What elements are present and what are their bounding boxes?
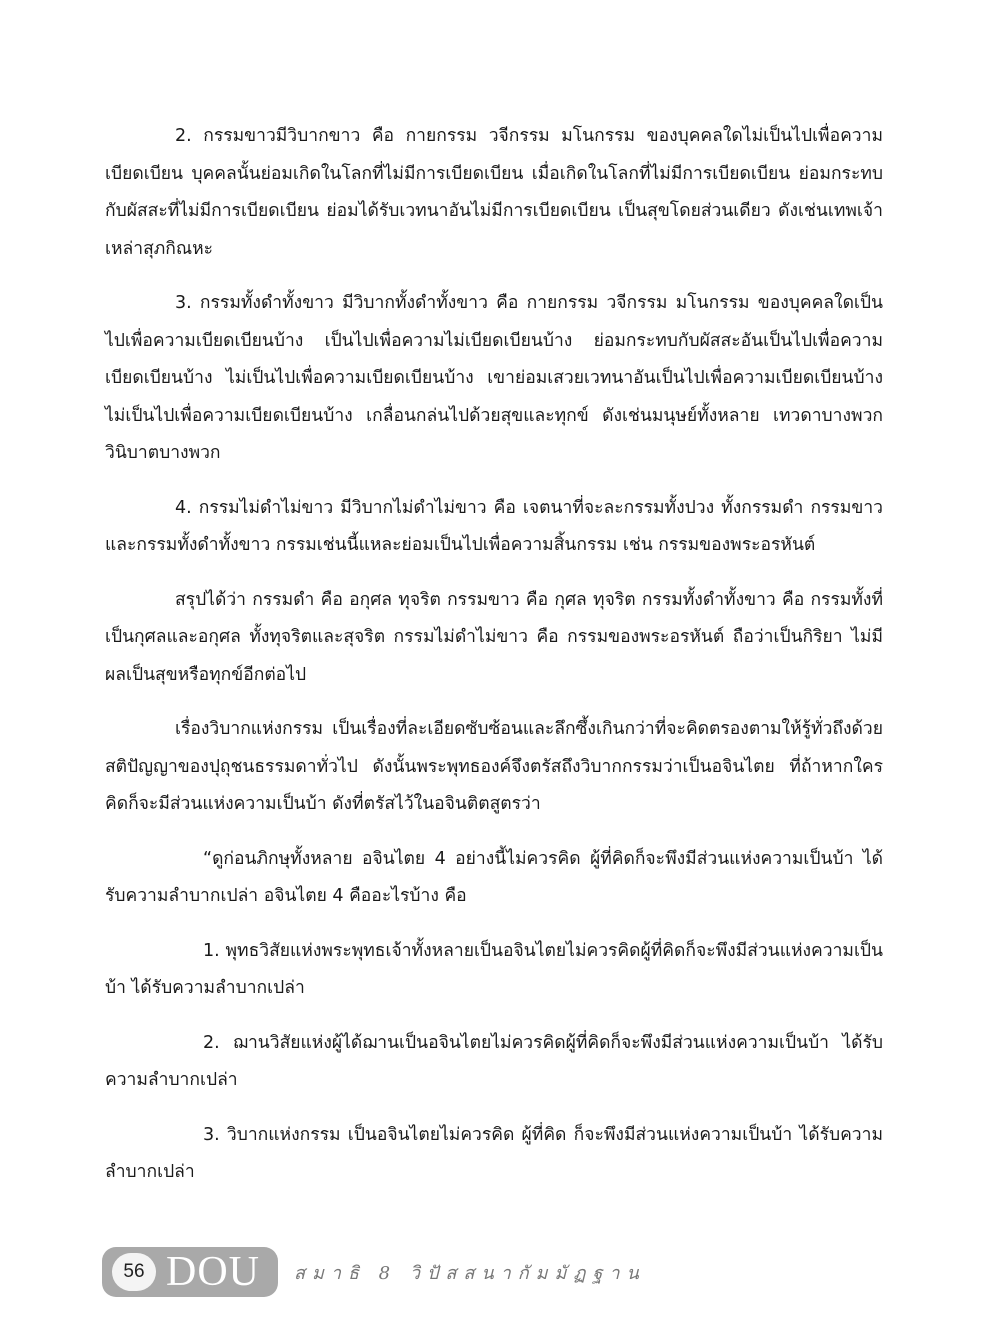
paragraph-mixed-karma: 3. กรรมทั้งดำทั้งขาว มีวิบากทั้งดำทั้งขาว คือ กายกรรม วจีกรรม มโนกรรม ของบุคคลใดเป็นไปเพื่อความเบียดเบียนบ้าง เป็นไปเพื่อความไม่เบียดเบียนบ้าง ย่อมกระทบกับผัสสะอันเป็นไปเพื่อความเบียดเบียนบ้าง ไม่เป็นไปเพื่อความเบียดเบียนบ้าง เขาย่อมเสวยเวทนาอันเป็นไปเพื่อความเบียดเบียนบ้าง ไม่เป็นไปเพื่อความเบียดเบียนบ้าง เกลื่อนกล่นไปด้วยสุขและทุกข์ ดังเช่นมนุษย์ทั้งหลาย เทวดาบางพวก วินิบาตบางพวก xyxy=(105,293,883,463)
paragraph-acinteyya-intro: เรื่องวิบากแห่งกรรม เป็นเรื่องที่ละเอียดซับซ้อนและลึกซึ้งเกินกว่าที่จะคิดตรองตามให้รู้ทั่วถึงด้วยสติปัญญาของปุถุชนธรรมดาทั่วไป ดังนั้นพระพุทธองค์จึงตรัสถึงวิบากกรรมว่าเป็นอจินไตย ที่ถ้าหากใครคิดก็จะมีส่วนแห่งความเป็นบ้า ดังที่ตรัสไว้ในอจินติตสูตรว่า xyxy=(105,719,883,814)
page-footer xyxy=(102,1247,646,1297)
document-body xyxy=(105,118,883,1209)
list-item-jhana-visaya: 2. ฌานวิสัยแห่งผู้ได้ฌานเป็นอจินไตยไม่ควรคิดผู้ที่คิดก็จะพึงมีส่วนแห่งความเป็นบ้า ได้รับความลำบากเปล่า xyxy=(105,1032,883,1090)
dou-logo: DOU xyxy=(166,1249,260,1295)
paragraph-sutta-quote: “ดูก่อนภิกษุทั้งหลาย อจินไตย 4 อย่างนี้ไม่ควรคิด ผู้ที่คิดก็จะพึงมีส่วนแห่งความเป็นบ้า ได้รับความลำบากเปล่า อจินไตย 4 คืออะไรบ้าง คือ xyxy=(105,848,883,906)
paragraph-white-karma: 2. กรรมขาวมีวิบากขาว คือ กายกรรม วจีกรรม มโนกรรม ของบุคคลใดไม่เป็นไปเพื่อความเบียดเบียน บุคคลนั้นย่อมเกิดในโลกที่ไม่มีการเบียดเบียน เมื่อเกิดในโลกที่ไม่มีการเบียดเบียน ย่อมกระทบกับผัสสะที่ไม่มีการเบียดเบียน ย่อมได้รับเวทนาอันไม่มีการเบียดเบียน เป็นสุขโดยส่วนเดียว ดังเช่นเทพเจ้าเหล่าสุภกิณหะ xyxy=(105,126,883,259)
book-title: สมาธิ 8 วิปัสสนากัมมัฏฐาน xyxy=(294,1262,646,1284)
footer-badge xyxy=(102,1247,278,1297)
list-item-kamma-vipaka: 3. วิบากแห่งกรรม เป็นอจินไตยไม่ควรคิด ผู้ที่คิด ก็จะพึงมีส่วนแห่งความเป็นบ้า ได้รับความลำบากเปล่า xyxy=(105,1124,883,1182)
list-item-buddha-visaya: 1. พุทธวิสัยแห่งพระพุทธเจ้าทั้งหลายเป็นอจินไตยไม่ควรคิดผู้ที่คิดก็จะพึงมีส่วนแห่งความเป็นบ้า ได้รับความลำบากเปล่า xyxy=(105,940,883,998)
page-number: 56 xyxy=(112,1253,156,1291)
paragraph-summary: สรุปได้ว่า กรรมดำ คือ อกุศล ทุจริต กรรมขาว คือ กุศล ทุจริต กรรมทั้งดำทั้งขาว คือ กรรมทั้งที่เป็นกุศลและอกุศล ทั้งทุจริตและสุจริต กรรมไม่ดำไม่ขาว คือ กรรมของพระอรหันต์ ถือว่าเป็นกิริยา ไม่มีผลเป็นสุขหรือทุกข์อีกต่อไป xyxy=(105,589,883,685)
paragraph-neither-karma: 4. กรรมไม่ดำไม่ขาว มีวิบากไม่ดำไม่ขาว คือ เจตนาที่จะละกรรมทั้งปวง ทั้งกรรมดำ กรรมขาว และกรรมทั้งดำทั้งขาว กรรมเช่นนี้แหละย่อมเป็นไปเพื่อความสิ้นกรรม เช่น กรรมของพระอรหันต์ xyxy=(105,497,883,555)
